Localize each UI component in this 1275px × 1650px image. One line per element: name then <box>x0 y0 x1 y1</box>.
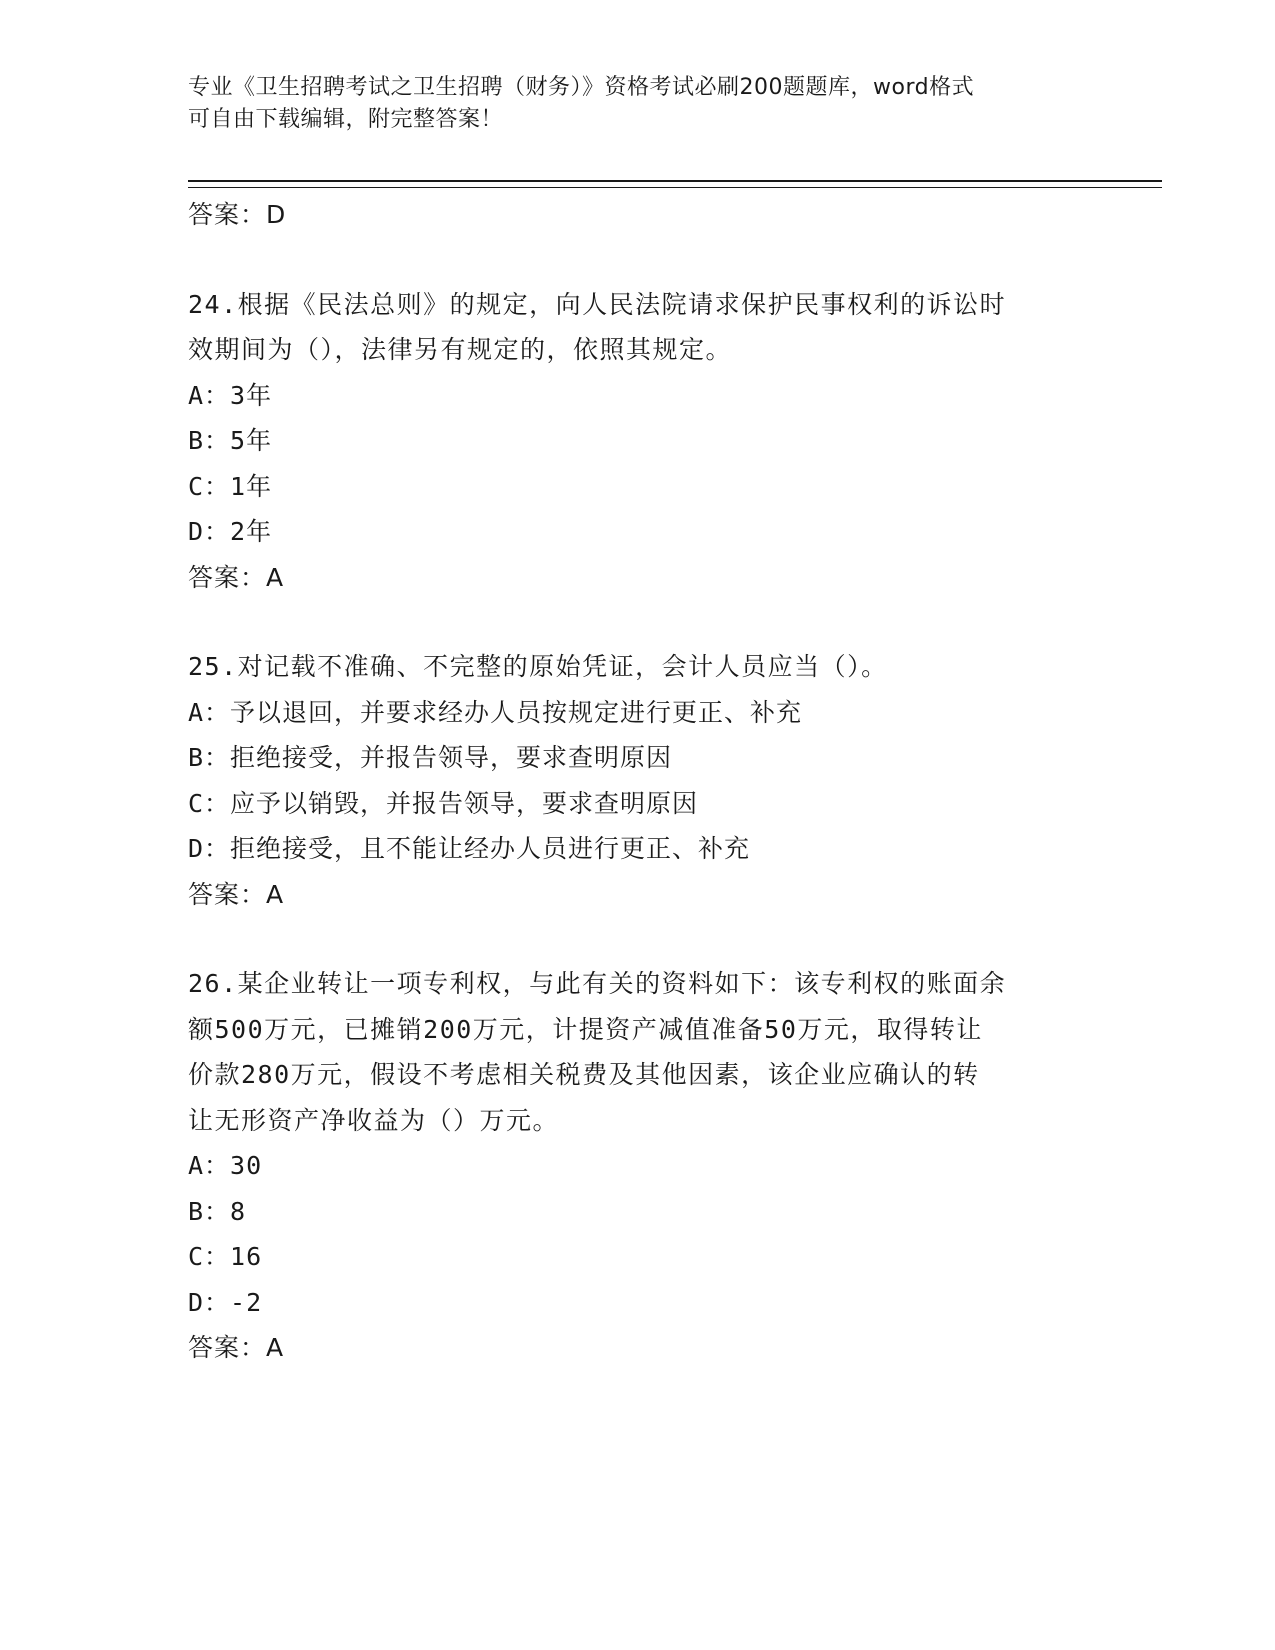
option-d: D：-2 <box>188 1287 263 1317</box>
option-a: A：30 <box>188 1151 263 1180</box>
question-line: 24.根据《民法总则》的规定，向人民法院请求保护民事权利的诉讼时 <box>188 289 1007 319</box>
document-body <box>188 192 1088 1371</box>
question-line: 价款280万元，假设不考虑相关税费及其他因素，该企业应确认的转 <box>188 1060 980 1089</box>
spacer <box>188 238 1088 282</box>
question-text <box>188 644 1088 690</box>
question-line: 让无形资产净收益为（）万元。 <box>188 1105 560 1135</box>
question-line: 额500万元，已摊销200万元，计提资产减值准备50万元，取得转让 <box>188 1014 983 1044</box>
header-divider <box>188 180 1162 188</box>
option-b: B：拒绝接受，并报告领导，要求查明原因 <box>188 743 673 772</box>
option-d: D：拒绝接受，且不能让经办人员进行更正、补充 <box>188 834 751 863</box>
document-header <box>188 72 1088 136</box>
spacer <box>188 917 1088 961</box>
answer: 答案：A <box>188 879 285 909</box>
option-d: D：2年 <box>188 517 273 546</box>
option-b: B：8 <box>188 1196 247 1226</box>
option-a: A：3年 <box>188 380 273 410</box>
option-c: C：应予以销毁，并报告领导，要求查明原因 <box>188 788 699 818</box>
question-text <box>188 961 1088 1143</box>
question-text <box>188 282 1088 373</box>
question-26 <box>188 961 1088 1371</box>
answer: 答案：A <box>188 562 285 592</box>
question-line: 26.某企业转让一项专利权，与此有关的资料如下：该专利权的账面余 <box>188 969 1007 998</box>
question-line: 25.对记载不准确、不完整的原始凭证，会计人员应当（）。 <box>188 652 888 681</box>
option-c: C：1年 <box>188 471 273 501</box>
option-c: C：16 <box>188 1242 263 1271</box>
option-b: B：5年 <box>188 426 273 455</box>
previous-answer: 答案：D <box>188 200 287 229</box>
header-line-1: 专业《卫生招聘考试之卫生招聘（财务）》资格考试必刷200题题库，word格式 <box>188 75 975 100</box>
question-24 <box>188 282 1088 601</box>
header-line-2: 可自由下载编辑，附完整答案！ <box>188 107 504 132</box>
answer: 答案：A <box>188 1333 285 1362</box>
option-a: A：予以退回，并要求经办人员按规定进行更正、补充 <box>188 697 803 727</box>
spacer <box>188 600 1088 644</box>
question-25 <box>188 644 1088 917</box>
question-line: 效期间为（），法律另有规定的，依照其规定。 <box>188 335 733 364</box>
